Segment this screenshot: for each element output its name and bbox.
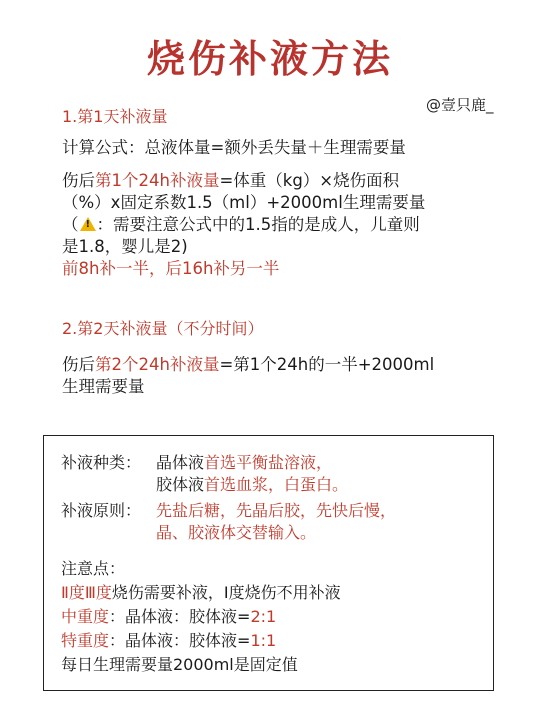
types-label: 补液种类： [61, 453, 142, 472]
types-line1-prefix: 晶体液 [156, 453, 205, 472]
note1-text: 烧伤需要补液，Ⅰ度烧伤不用补液 [111, 583, 341, 602]
formula-line: 计算公式：总液体量=额外丢失量＋生理需要量 [62, 138, 406, 157]
note1 [61, 582, 341, 604]
s2-line1-highlight: 第2个24h补液量 [95, 355, 220, 374]
note3-ratio: 1:1 [250, 631, 277, 650]
types-line2 [156, 474, 348, 496]
note3-highlight: 特重度 [61, 631, 110, 650]
principle-label: 补液原则： [61, 501, 142, 520]
principle-line1: 先盐后糖，先晶后胶，先快后慢， [156, 501, 397, 520]
warning-icon [80, 217, 96, 231]
types-line2-highlight: 首选血浆，白蛋白。 [204, 475, 349, 494]
line1-suffix: =体重（kg）×烧伤面积 [219, 171, 400, 190]
note2-highlight: 中重度 [61, 607, 110, 626]
section1-line5: 前8h补一半，后16h补另一半 [62, 259, 280, 278]
section1-line4: 是1.8，婴儿是2) [62, 237, 188, 256]
types-line1 [156, 452, 332, 474]
author-handle: @壹只鹿_ [426, 96, 494, 114]
line3-suffix: ：需要注意公式中的1.5指的是成人，儿童则 [96, 215, 420, 234]
note2 [61, 606, 276, 628]
note3-text: ：晶体液：胶体液= [109, 631, 251, 650]
section2-heading: 2.第2天补液量（不分时间） [62, 319, 264, 338]
section1-line2: （%）x固定系数1.5（ml）+2000ml生理需要量 [62, 193, 426, 212]
section1-line1 [62, 170, 399, 192]
note2-ratio: 2:1 [250, 607, 277, 626]
line3-prefix: （ [62, 215, 79, 234]
line1-prefix: 伤后 [62, 171, 95, 190]
notes-label: 注意点： [61, 559, 126, 578]
line1-highlight: 第1个24h补液量 [95, 171, 220, 190]
page-title: 烧伤补液方法 [146, 37, 393, 81]
section2-line1 [62, 354, 434, 376]
section2-line2: 生理需要量 [62, 377, 145, 396]
s2-line1-suffix: =第1个24h的一半+2000ml [219, 355, 435, 374]
summary-box [43, 435, 494, 691]
note3 [61, 630, 276, 652]
note2-text: ：晶体液：胶体液= [109, 607, 251, 626]
section1-line3 [62, 214, 420, 236]
note4: 每日生理需要量2000ml是固定值 [61, 655, 298, 674]
principle-line2: 晶、胶液体交替输入。 [156, 523, 317, 542]
types-line2-prefix: 胶体液 [156, 475, 205, 494]
types-line1-highlight: 首选平衡盐溶液， [204, 453, 333, 472]
s2-line1-prefix: 伤后 [62, 355, 95, 374]
note1-highlight: Ⅱ度Ⅲ度 [61, 583, 112, 602]
section1-heading: 1.第1天补液量 [62, 107, 168, 126]
